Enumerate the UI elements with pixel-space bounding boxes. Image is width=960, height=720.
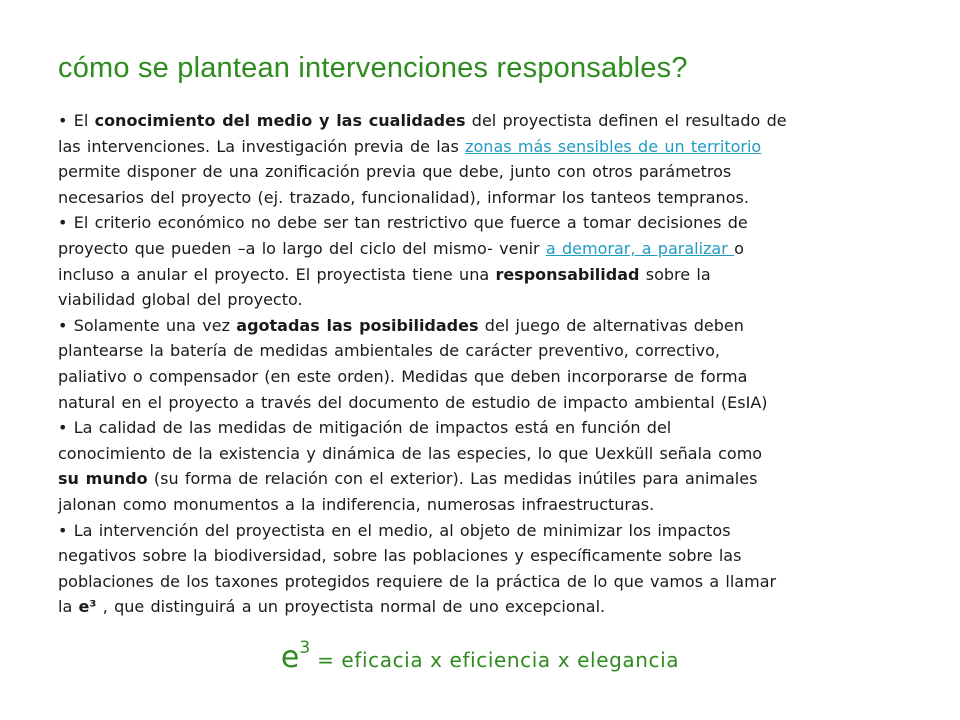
body-text: negativos sobre la biodiversidad, sobre las poblaciones y específicamente sobre las [58, 546, 742, 566]
body-text: poblaciones de los taxones protegidos requiere de la práctica de lo que vamos a llamar [58, 571, 777, 591]
body-text: • La calidad de las medidas de mitigación de impactos está en función del [58, 418, 672, 438]
body-text: incluso a anular el proyecto. El proyectista tiene una [58, 264, 496, 284]
slide-body [58, 108, 900, 620]
bullet-4-line [58, 492, 900, 518]
bullet-1-line [58, 108, 900, 134]
body-text: del juego de alternativas deben [478, 315, 744, 335]
body-text: viabilidad global del proyecto. [58, 290, 303, 310]
bullet-2-line [58, 262, 900, 288]
emphasis-text: agotadas las posibilidades [236, 315, 479, 335]
formula-symbol: e [280, 640, 300, 675]
bullet-5-line [58, 569, 900, 595]
bullet-3-line [58, 338, 900, 364]
body-text: plantearse la batería de medidas ambientales de carácter preventivo, correctivo, [58, 341, 720, 361]
bullet-4-line [58, 441, 900, 467]
bullet-1-line [58, 134, 900, 160]
formula-exponent: 3 [299, 638, 311, 658]
emphasis-text: e³ [78, 597, 97, 617]
emphasis-text: su mundo [58, 469, 148, 489]
body-text: (su forma de relación con el exterior). Las medidas inútiles para animales [147, 469, 758, 489]
body-text: • La intervención del proyectista en el medio, al objeto de minimizar los impactos [58, 520, 731, 540]
bullet-3-line [58, 364, 900, 390]
slide-title: cómo se plantean intervenciones responsables? [58, 52, 688, 84]
bullet-3-line [58, 313, 900, 339]
body-text: la [58, 597, 79, 617]
body-text: natural en el proyecto a través del documento de estudio de impacto ambiental (EsIA) [58, 392, 768, 412]
territory-link[interactable]: a demorar, a paralizar [545, 238, 735, 258]
bullet-3-line [58, 390, 900, 416]
body-text: del proyectista definen el resultado de [465, 111, 787, 130]
bullet-5-line [58, 543, 900, 569]
body-text: • Solamente una vez [58, 315, 237, 335]
body-text: , que distinguirá a un proyectista normal de uno excepcional. [96, 597, 606, 617]
bullet-2-line [58, 236, 900, 262]
body-text: necesarios del proyecto (ej. trazado, funcionalidad), informar los tanteos tempranos. [58, 187, 749, 207]
bullet-2-line [58, 210, 900, 236]
bullet-1-line [58, 159, 900, 185]
body-text: o [734, 238, 744, 258]
body-text: sobre la [639, 264, 711, 284]
body-text: jalonan como monumentos a la indiferencia, numerosas infraestructuras. [58, 494, 655, 514]
body-text: proyecto que pueden –a lo largo del ciclo del mismo- venir [58, 238, 546, 258]
bullet-2-line [58, 287, 900, 313]
formula-text: = eficacia x eficiencia x elegancia [310, 648, 680, 672]
bullet-1-line [58, 185, 900, 211]
bullet-4-line [58, 466, 900, 492]
territory-link[interactable]: zonas más sensibles de un territorio [465, 136, 762, 156]
body-text: • El criterio económico no debe ser tan restrictivo que fuerce a tomar decisiones de [58, 213, 748, 233]
body-text: • El [58, 111, 95, 130]
body-text: paliativo o compensador (en este orden). Medidas que deben incorporarse de forma [58, 366, 748, 386]
body-text: las intervenciones. La investigación previa de las [58, 136, 466, 156]
body-text: permite disponer de una zonificación previa que debe, junto con otros parámetros [58, 162, 732, 182]
body-text: conocimiento de la existencia y dinámica de las especies, lo que Uexküll señala como [58, 443, 763, 463]
formula [0, 640, 960, 675]
emphasis-text: responsabilidad [495, 264, 640, 284]
bullet-4-line [58, 415, 900, 441]
bullet-5-line [58, 594, 900, 620]
bullet-5-line [58, 518, 900, 544]
emphasis-text: conocimiento del medio y las cualidades [94, 111, 466, 130]
